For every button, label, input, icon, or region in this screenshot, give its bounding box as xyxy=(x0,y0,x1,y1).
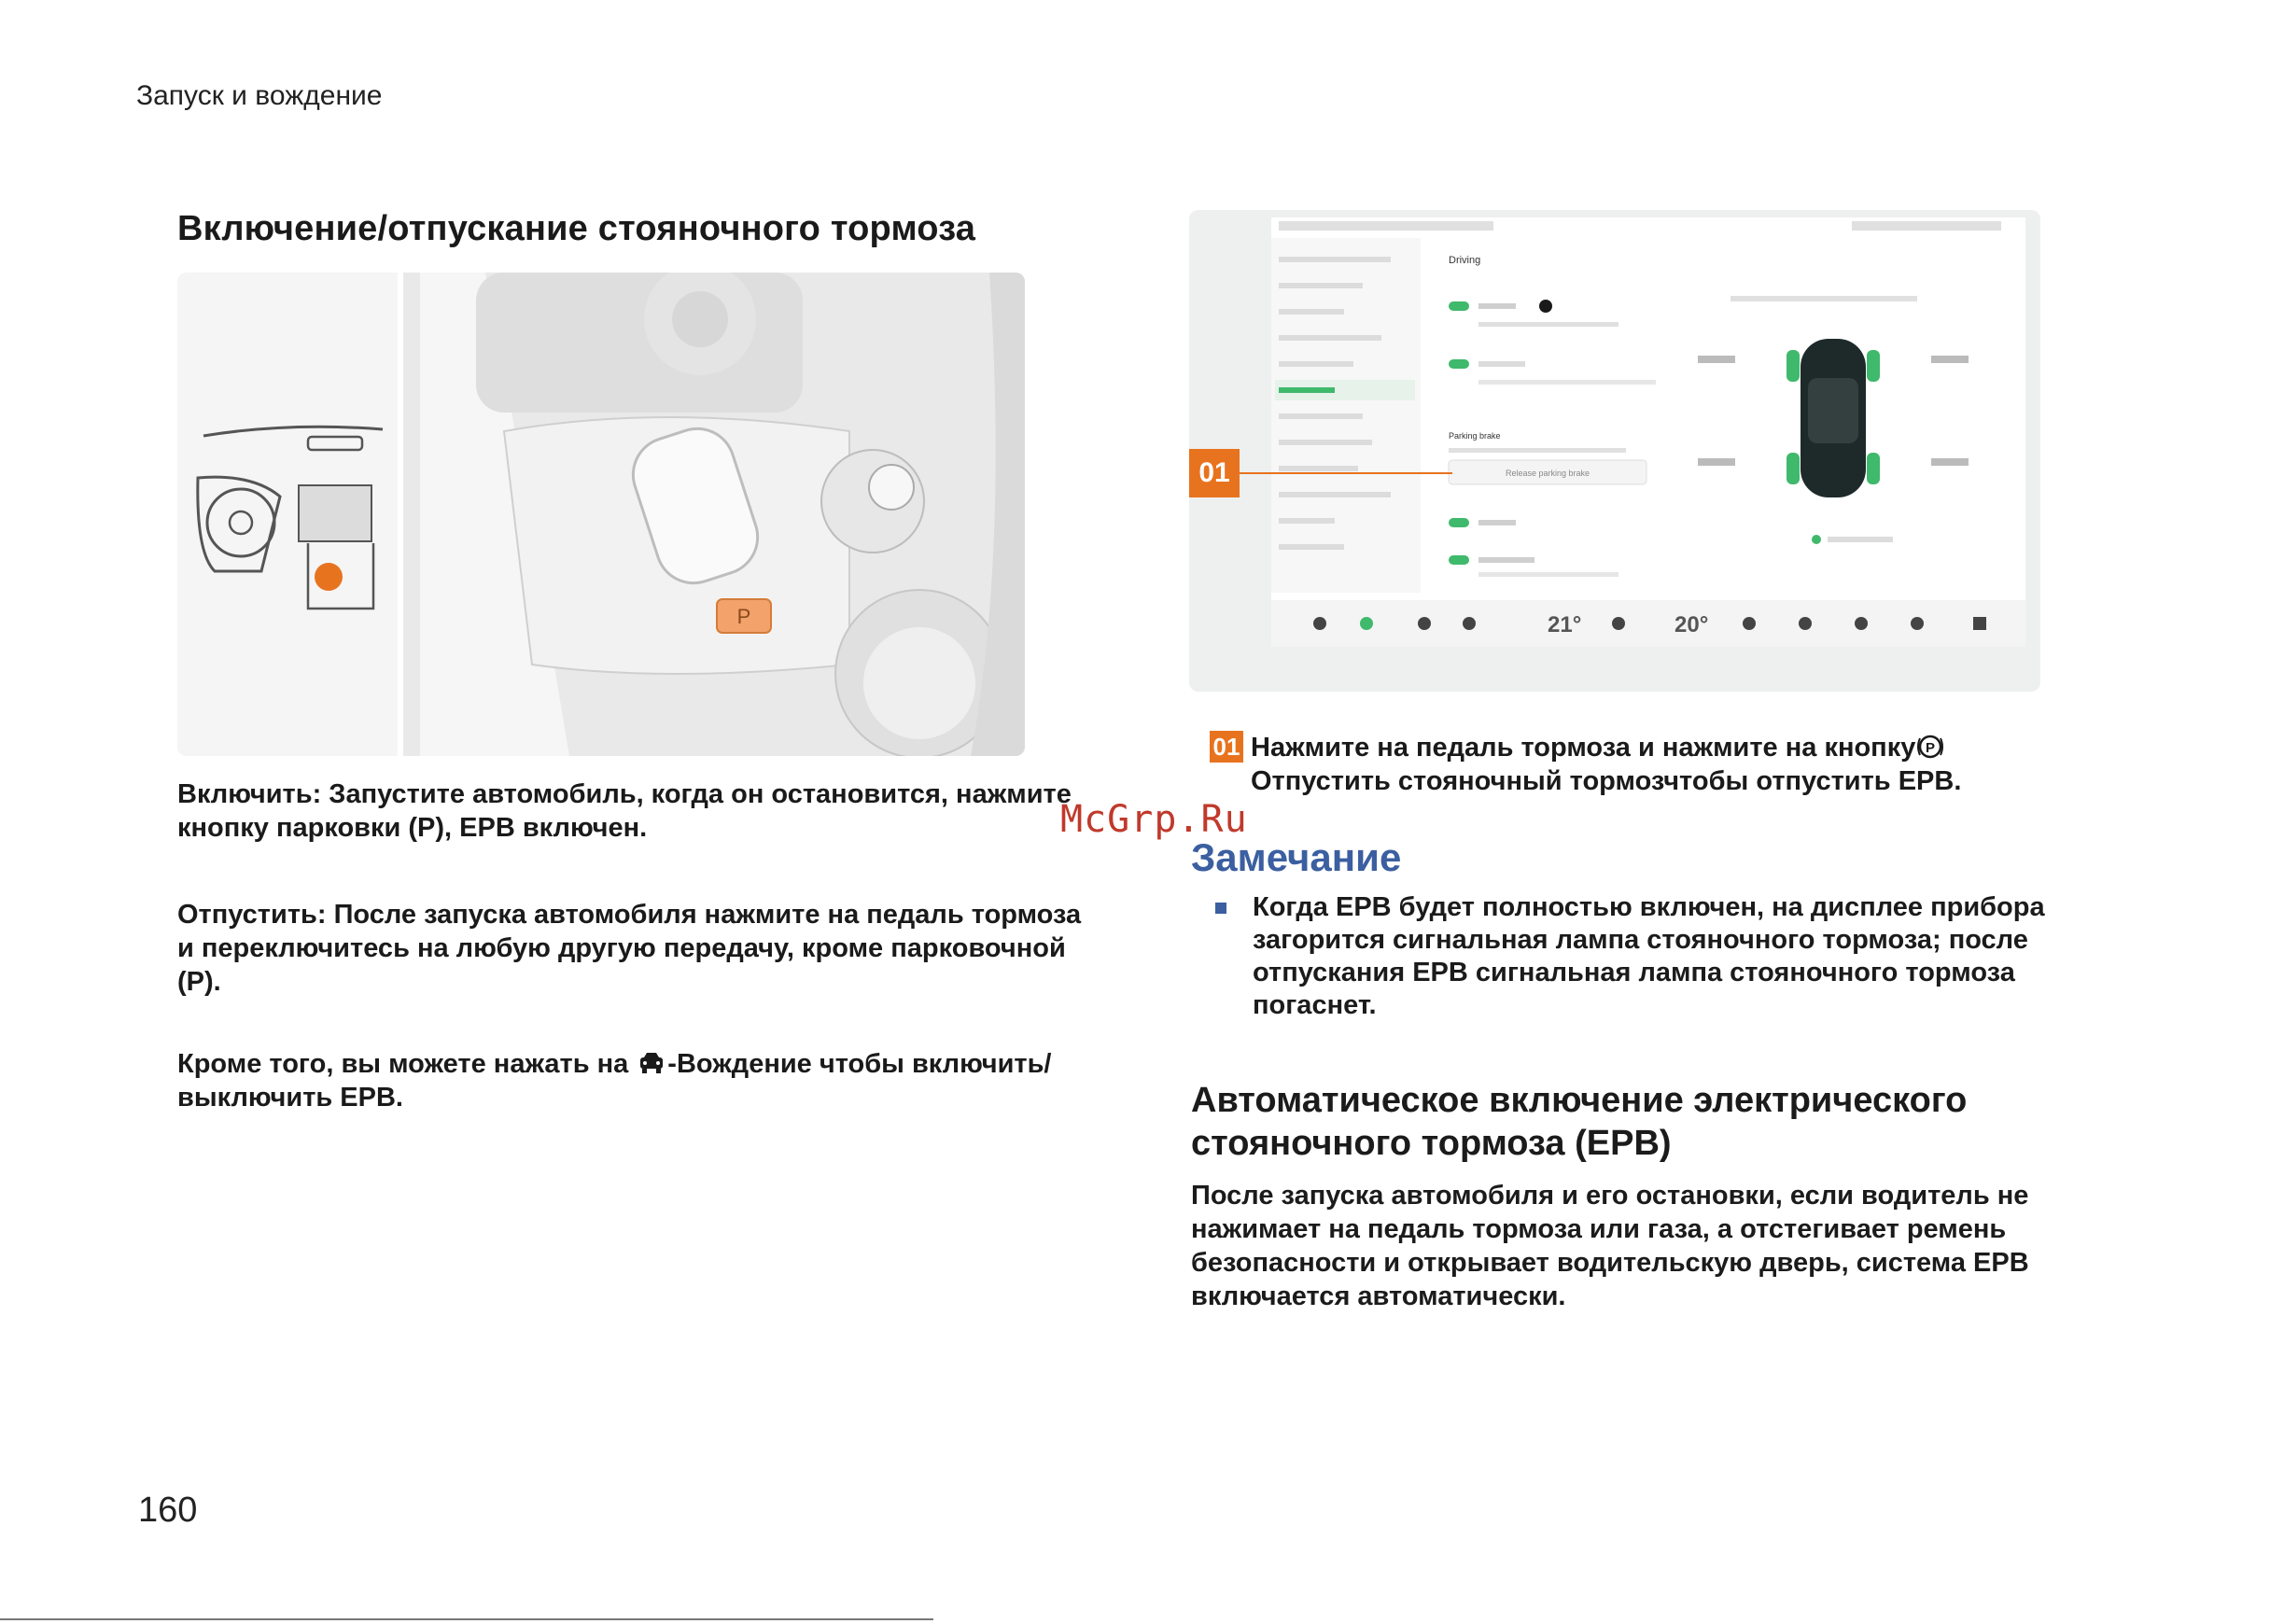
step-01-badge: 01 xyxy=(1210,731,1243,763)
step-text-start: Нажмите на педаль тормоза и нажмите на кнопку xyxy=(1251,733,1916,763)
note-item xyxy=(1215,891,2055,1022)
step-text-end: Отпустить стояночный тормозчтобы отпустить EPB. xyxy=(1251,766,1962,796)
alternative-text-start: Кроме того, вы можете нажать на xyxy=(177,1049,637,1079)
note-title: Замечание xyxy=(1191,835,1402,879)
parking-brake-heading: Включение/отпускание стояночного тормоза xyxy=(177,209,976,248)
parking-button-marker xyxy=(315,563,343,591)
temp-right: 20° xyxy=(1674,612,1709,637)
settings-screen-image xyxy=(1189,210,2040,692)
console-illustration-svg xyxy=(177,273,1025,756)
gear-p-label: P xyxy=(736,605,751,628)
parking-brake-label: Parking brake xyxy=(1449,431,1501,441)
release-paragraph: Отпустить: После запуска автомобиля нажмите на педаль тормоза и переключитесь на любую другую передачу, кроме парковочной (P). xyxy=(177,900,1082,997)
step-01-instruction xyxy=(1210,731,2050,798)
auto-epb-heading: Автоматическое включение электрического стояночного тормоза (EPB) xyxy=(1191,1081,1968,1163)
callout-01-label: 01 xyxy=(1198,457,1230,488)
auto-epb-paragraph: После запуска автомобиля и его остановки, если водитель не нажимает на педаль тормоза или газа, а отстегивает ремень безопасности и открывает водительскую дверь, система EPB включается автоматически. xyxy=(1191,1181,2029,1311)
alternative-text-end: -Вождение чтобы включить/выключить EPB. xyxy=(177,1049,1052,1113)
console-illustration xyxy=(177,273,1025,756)
settings-screen-svg xyxy=(1189,210,2040,692)
driving-car-icon xyxy=(638,1051,666,1075)
release-parking-brake-label: Release parking brake xyxy=(1505,469,1590,478)
section-header: Запуск и вождение xyxy=(136,80,383,111)
alternative-paragraph xyxy=(177,1047,1101,1114)
engage-paragraph: Включить: Запустите автомобиль, когда он остановится, нажмите кнопку парковки (P), EPB включен. xyxy=(177,779,1072,843)
page-number: 160 xyxy=(138,1491,198,1530)
svg-text:P: P xyxy=(1926,740,1936,756)
parking-p-icon xyxy=(1915,734,1945,760)
note-bullet xyxy=(1215,903,1226,914)
temp-left: 21° xyxy=(1548,612,1582,637)
footer-rule xyxy=(0,1618,933,1620)
screen-section-title: Driving xyxy=(1449,255,1481,266)
watermark: McGrp.Ru xyxy=(1060,798,1248,841)
note-item-text: Когда EPB будет полностью включен, на дисплее прибора загорится сигнальная лампа стояночного тормоза; после отпускания EPB сигнальная лампа стояночного тормоза погаснет. xyxy=(1253,892,2045,1020)
